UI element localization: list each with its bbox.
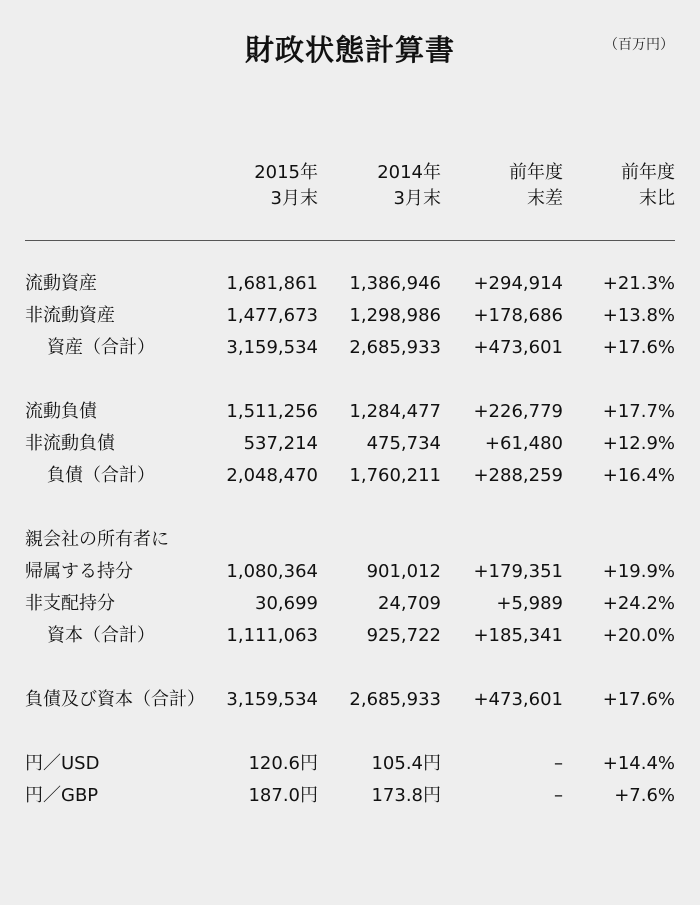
table-row [0, 556, 700, 588]
table-row-grand-total [0, 684, 700, 716]
header-2014-line2: 3月末 [393, 188, 441, 209]
header-ratio-line1: 前年度 [621, 162, 675, 183]
table-row [0, 588, 700, 620]
page-title: 財政状態計算書 [244, 33, 455, 67]
row-label: 流動負債 [25, 401, 97, 422]
value-difference: +179,351 [473, 561, 563, 582]
header-divider [25, 240, 675, 241]
unit-label: （百万円） [604, 37, 674, 53]
value-difference: +288,259 [473, 465, 563, 486]
row-label: 帰属する持分 [25, 561, 133, 582]
value-2014: 2,685,933 [349, 337, 441, 358]
row-label: 流動資産 [25, 273, 97, 294]
value-ratio: +7.6% [614, 785, 675, 806]
value-ratio: +14.4% [602, 753, 675, 774]
value-2014: 105.4円 [371, 753, 441, 774]
row-label: 非流動資産 [25, 305, 115, 326]
value-2014: 475,734 [366, 433, 441, 454]
header-2015-line1: 2015年 [254, 162, 318, 183]
value-2014: 1,298,986 [349, 305, 441, 326]
value-2014: 925,722 [366, 625, 441, 646]
row-label: 資本（合計） [47, 625, 155, 646]
value-difference: +178,686 [473, 305, 563, 326]
header-ratio-line2: 末比 [639, 188, 675, 209]
value-2015: 3,159,534 [226, 337, 318, 358]
column-headers [0, 160, 700, 216]
value-2014: 173.8円 [371, 785, 441, 806]
table-row [0, 396, 700, 428]
value-difference: +294,914 [473, 273, 563, 294]
value-2014: 901,012 [366, 561, 441, 582]
value-ratio: +17.6% [602, 689, 675, 710]
value-ratio: +13.8% [602, 305, 675, 326]
value-2015: 1,681,861 [226, 273, 318, 294]
value-2014: 1,284,477 [349, 401, 441, 422]
value-2015: 1,111,063 [226, 625, 318, 646]
header-difference-line2: 末差 [527, 188, 563, 209]
value-difference: +5,989 [496, 593, 563, 614]
value-ratio: +24.2% [602, 593, 675, 614]
value-difference: +473,601 [473, 689, 563, 710]
value-2015: 120.6円 [248, 753, 318, 774]
value-2014: 1,760,211 [349, 465, 441, 486]
header-2014 [377, 160, 441, 212]
row-label: 非支配持分 [25, 593, 115, 614]
row-label: 円／GBP [25, 785, 99, 806]
header-2015 [254, 160, 318, 212]
value-ratio: +21.3% [602, 273, 675, 294]
value-ratio: +16.4% [602, 465, 675, 486]
header-ratio [621, 160, 675, 212]
value-ratio: +17.7% [602, 401, 675, 422]
row-label: 親会社の所有者に [25, 529, 169, 550]
header-difference [509, 160, 563, 212]
value-ratio: +12.9% [602, 433, 675, 454]
value-2015: 1,477,673 [226, 305, 318, 326]
value-difference: – [554, 785, 563, 806]
table-row-fx [0, 748, 700, 780]
header-difference-line1: 前年度 [509, 162, 563, 183]
value-2015: 537,214 [243, 433, 318, 454]
value-ratio: +20.0% [602, 625, 675, 646]
table-row [0, 524, 700, 556]
value-2015: 1,511,256 [226, 401, 318, 422]
value-2014: 1,386,946 [349, 273, 441, 294]
table-row [0, 428, 700, 460]
value-difference: – [554, 753, 563, 774]
value-ratio: +19.9% [602, 561, 675, 582]
table-row [0, 268, 700, 300]
value-difference: +226,779 [473, 401, 563, 422]
value-ratio: +17.6% [602, 337, 675, 358]
table-row-fx [0, 780, 700, 812]
table-row-total [0, 620, 700, 652]
value-2015: 1,080,364 [226, 561, 318, 582]
row-label: 負債（合計） [47, 465, 155, 486]
value-difference: +185,341 [473, 625, 563, 646]
row-label: 円／USD [25, 753, 100, 774]
table-row [0, 300, 700, 332]
value-2015: 187.0円 [248, 785, 318, 806]
header-2014-line1: 2014年 [377, 162, 441, 183]
table-row-total [0, 460, 700, 492]
value-difference: +473,601 [473, 337, 563, 358]
value-2015: 3,159,534 [226, 689, 318, 710]
row-label: 負債及び資本（合計） [25, 689, 205, 710]
value-2014: 24,709 [378, 593, 441, 614]
value-2014: 2,685,933 [349, 689, 441, 710]
row-label: 非流動負債 [25, 433, 115, 454]
table-row-total [0, 332, 700, 364]
row-label: 資産（合計） [47, 337, 155, 358]
value-2015: 2,048,470 [226, 465, 318, 486]
value-difference: +61,480 [484, 433, 563, 454]
header-2015-line2: 3月末 [270, 188, 318, 209]
value-2015: 30,699 [255, 593, 318, 614]
